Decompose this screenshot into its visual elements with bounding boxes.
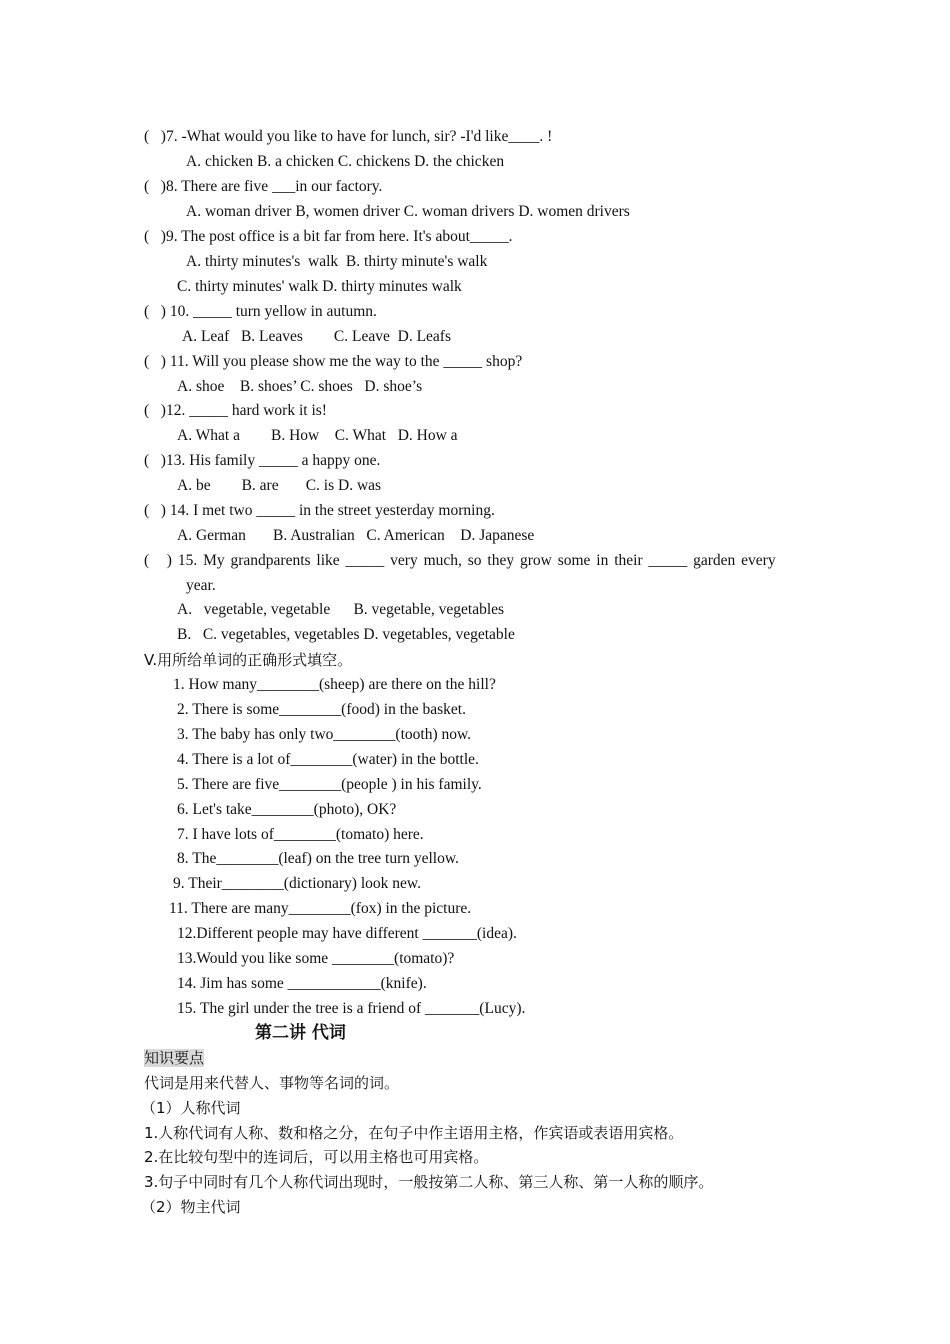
pronoun-intro: 代词是用来代替人、事物等名词的词。 xyxy=(144,1074,400,1092)
personal-pronouns-heading: （1）人称代词 xyxy=(141,1099,241,1117)
question-8-options: A. woman driver B, women driver C. woman drivers D. women drivers xyxy=(186,203,630,220)
question-9-stem: ( )9. The post office is a bit far from here. It's about_____. xyxy=(144,228,513,245)
key-points-highlight: 知识要点 xyxy=(144,1049,205,1067)
question-14-options: A. German B. Australian C. American D. Japanese xyxy=(177,527,535,544)
rule-3: 3.句子中同时有几个人称代词出现时，一般按第二人称、第三人称、第一人称的顺序。 xyxy=(144,1173,714,1191)
question-15-options-2: B. C. vegetables, vegetables D. vegetables, vegetable xyxy=(177,626,515,643)
question-12-options: A. What a B. How C. What D. How a xyxy=(177,427,458,444)
rule-1: 1.人称代词有人称、数和格之分，在句子中作主语用主格，作宾语或表语用宾格。 xyxy=(144,1124,684,1142)
lecture-title: 第二讲 代词 xyxy=(255,1023,346,1043)
question-15-options-1: A. vegetable, vegetable B. vegetable, vegetables xyxy=(177,601,505,618)
question-9-options-2: C. thirty minutes' walk D. thirty minutes walk xyxy=(177,278,462,295)
fill-item-1: 1. How many________(sheep) are there on the hill? xyxy=(173,676,496,693)
question-10-stem: ( ) 10. _____ turn yellow in autumn. xyxy=(144,303,377,320)
question-15-stem-continued: year. xyxy=(186,577,216,594)
question-8-stem: ( )8. There are five ___in our factory. xyxy=(144,178,383,195)
question-14-stem: ( ) 14. I met two _____ in the street yesterday morning. xyxy=(144,502,495,519)
possessive-pronouns-heading: （2）物主代词 xyxy=(141,1198,241,1216)
question-7-options: A. chicken B. a chicken C. chickens D. the chicken xyxy=(186,153,505,170)
question-11-stem: ( ) 11. Will you please show me the way to the _____ shop? xyxy=(144,353,523,370)
rule-2: 2.在比较句型中的连词后，可以用主格也可用宾格。 xyxy=(144,1148,489,1166)
question-15-stem: ( ) 15. My grandparents like _____ very much, so they grow some in their _____ garden every xyxy=(144,552,776,569)
fill-item-4: 4. There is a lot of________(water) in the bottle. xyxy=(177,751,479,768)
question-10-options: A. Leaf B. Leaves C. Leave D. Leafs xyxy=(182,328,451,345)
fill-item-7: 7. I have lots of________(tomato) here. xyxy=(177,826,424,843)
question-9-options-1: A. thirty minutes's walk B. thirty minute's walk xyxy=(186,253,488,270)
key-points-label xyxy=(144,1048,204,1068)
question-12-stem: ( )12. _____ hard work it is! xyxy=(144,402,327,419)
fill-item-6: 6. Let's take________(photo), OK? xyxy=(177,801,397,818)
fill-item-3: 3. The baby has only two________(tooth) now. xyxy=(177,726,472,743)
question-11-options: A. shoe B. shoes’ C. shoes D. shoe’s xyxy=(177,378,423,395)
fill-item-2: 2. There is some________(food) in the basket. xyxy=(177,701,466,718)
question-13-options: A. be B. are C. is D. was xyxy=(177,477,382,494)
fill-item-13: 13.Would you like some ________(tomato)? xyxy=(177,950,455,967)
fill-item-11: 11. There are many________(fox) in the picture. xyxy=(169,900,472,917)
fill-item-5: 5. There are five________(people ) in his family. xyxy=(177,776,482,793)
question-13-stem: ( )13. His family _____ a happy one. xyxy=(144,452,381,469)
fill-item-15: 15. The girl under the tree is a friend of _______(Lucy). xyxy=(177,1000,526,1017)
fill-item-9: 9. Their________(dictionary) look new. xyxy=(173,875,421,892)
fill-item-14: 14. Jim has some ____________(knife). xyxy=(177,975,427,992)
fill-item-8: 8. The________(leaf) on the tree turn yellow. xyxy=(177,850,459,867)
fill-item-12: 12.Different people may have different _______(idea). xyxy=(177,925,517,942)
section-5-heading: V.用所给单词的正确形式填空。 xyxy=(144,651,353,669)
question-7-stem: ( )7. -What would you like to have for lunch, sir? -I'd like____. ! xyxy=(144,128,553,145)
